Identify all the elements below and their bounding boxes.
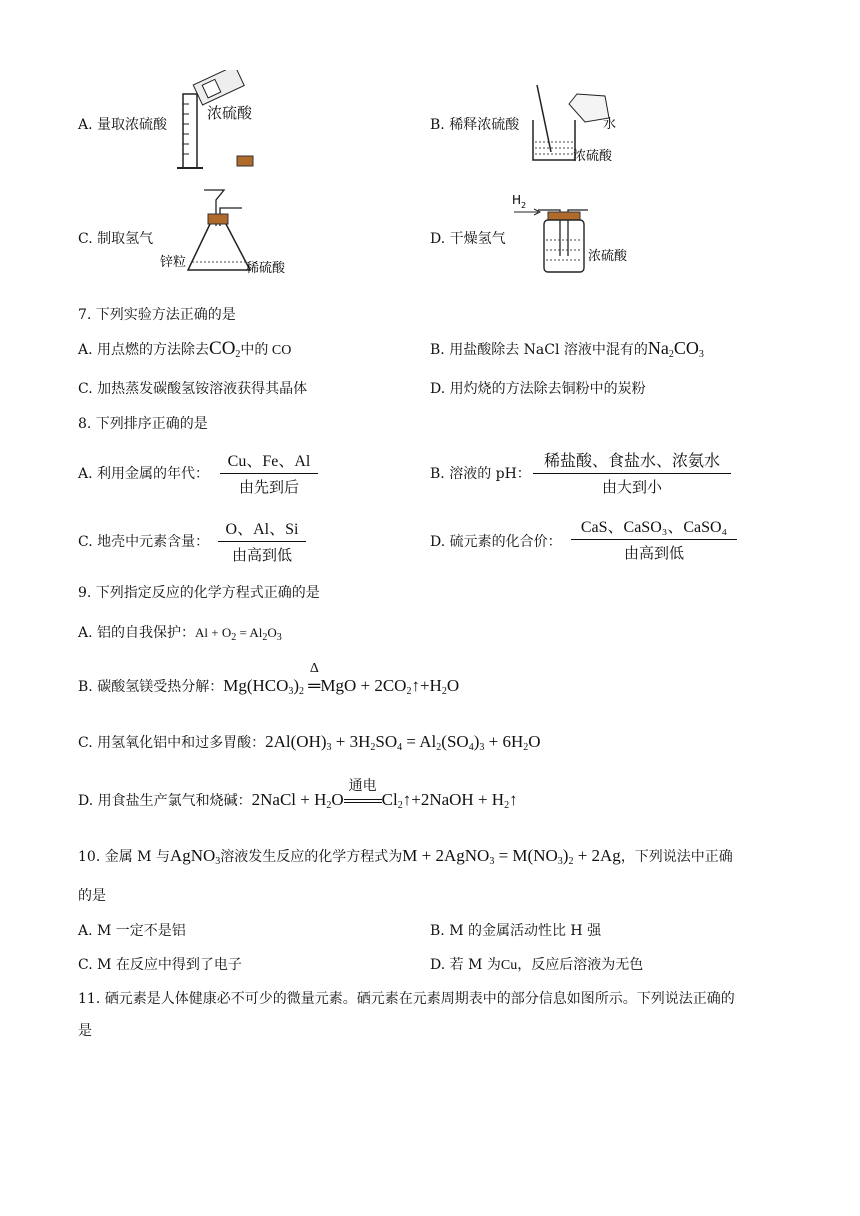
q8-stem: 8. 下列排序正确的是 xyxy=(78,416,208,432)
q7-option-a: A. 用点燃的方法除去$CO_2$中的 CO xyxy=(78,338,292,360)
q8-option-d-fraction: CaS、CaSO₃、CaSO₄ 由高到低 xyxy=(571,514,737,563)
q6-option-b-label: B. 稀释浓硫酸 xyxy=(430,117,520,133)
hydrogen-generator-figure xyxy=(160,186,300,278)
q7-option-b: B. 用盐酸除去 NaCl 溶液中混有的$Na_2CO_3$ xyxy=(430,338,704,360)
fig-label: 浓硫酸 xyxy=(207,104,253,122)
q7-stem: 7. 下列实验方法正确的是 xyxy=(78,307,236,323)
q6-option-c-label: C. 制取氢气 xyxy=(78,231,154,247)
q7-option-d: D. 用灼烧的方法除去铜粉中的炭粉 xyxy=(430,381,646,397)
q9-option-d: D. 用食盐生产氯气和烧碱：2NaCl + $H_2O$ 通电 $Cl_2↑+2NaOH$ + $H_2↑$ xyxy=(78,779,518,811)
q10-stem: 10. 金属 M 与AgNO$_3$溶液发生反应的化学方程式为M + 2AgNO$_3$ = $M(NO_3)_2 + 2Ag$，下列说法中正确 xyxy=(78,846,733,867)
svg-text:浓硫酸: 浓硫酸 xyxy=(588,249,628,264)
q10-stem-cont: 的是 xyxy=(78,888,106,904)
graduated-cylinder-figure xyxy=(175,70,265,175)
q8-option-a-fraction: Cu、Fe、Al 由先到后 xyxy=(220,448,318,497)
q10-option-d: D. 若 M 为Cu，反应后溶液为无色 xyxy=(430,957,644,973)
q7-option-c: C. 加热蒸发碳酸氢铵溶液获得其晶体 xyxy=(78,381,308,397)
q6-option-a-label: A. 量取浓硫酸 xyxy=(78,117,168,133)
svg-text:浓硫酸: 浓硫酸 xyxy=(573,149,613,164)
svg-text:2: 2 xyxy=(521,201,527,210)
dilution-beaker-figure xyxy=(525,80,625,170)
q9-stem: 9. 下列指定反应的化学方程式正确的是 xyxy=(78,585,320,601)
q9-option-b: B. 碳酸氢镁受热分解：$Mg(HCO_3)_2$ Δ ═MgO + $2CO_2↑+H_2O$ xyxy=(78,661,460,697)
q11-stem-cont: 是 xyxy=(78,1023,92,1039)
q8-option-d-label: D. 硫元素的化合价： xyxy=(430,534,562,550)
svg-text:水: 水 xyxy=(603,117,617,132)
q10-option-b: B. M 的金属活动性比 H 强 xyxy=(430,923,602,939)
q10-option-c: C. M 在反应中得到了电子 xyxy=(78,957,242,973)
q9-option-c: C. 用氢氧化铝中和过多胃酸：$2Al(OH)_3 + 3H_2SO_4 = Al_2(SO_4)_3 + 6H_2O$ xyxy=(78,732,541,753)
q6-option-d-label: D. 干燥氢气 xyxy=(430,231,506,247)
q8-option-b-label: B. 溶液的 pH： xyxy=(430,466,531,482)
q8-option-c-fraction: O、Al、Si 由高到低 xyxy=(218,516,306,565)
q11-stem: 11. 硒元素是人体健康必不可少的微量元素。硒元素在元素周期表中的部分信息如图所示。下列说法正确的 xyxy=(78,991,735,1007)
q10-option-a: A. M 一定不是铝 xyxy=(78,923,186,939)
q8-option-a-label: A. 利用金属的年代： xyxy=(78,466,210,482)
drying-bottle-figure xyxy=(510,190,640,276)
svg-text:锌粒: 锌粒 xyxy=(160,255,187,270)
svg-text:稀硫酸: 稀硫酸 xyxy=(246,261,286,276)
q8-option-b-fraction: 稀盐酸、食盐水、浓氨水 由大到小 xyxy=(533,448,731,497)
svg-text:H: H xyxy=(512,193,522,207)
q8-option-c-label: C. 地壳中元素含量： xyxy=(78,534,210,550)
q9-option-a: A. 铝的自我保护：$Al + O_2 = Al_2O_3$ xyxy=(78,625,282,643)
